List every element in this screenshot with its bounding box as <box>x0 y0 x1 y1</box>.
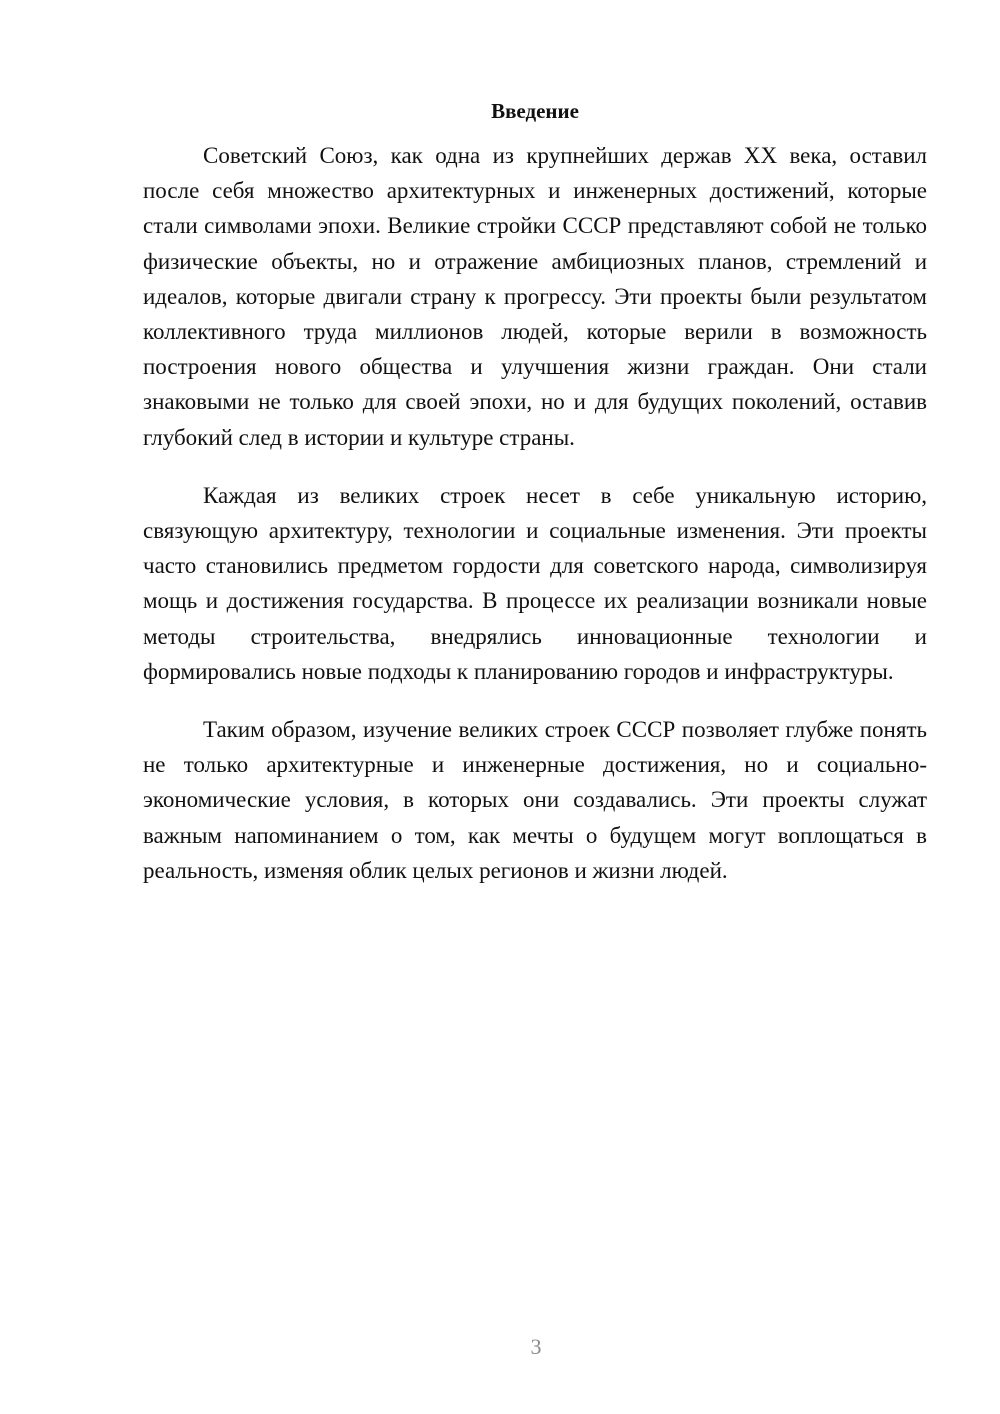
page-number: 3 <box>530 1334 542 1359</box>
page-content <box>143 95 927 911</box>
paragraph-2: Каждая из великих строек несет в себе уникальную историю, связующую архитектуру, технологии и социальные изменения. Эти проекты часто становились предметом гордости для советского народа, символизируя мощь и достижения государства. В процессе их реализации возникали новые методы строительства, внедрялись инновационные технологии и формировались новые подходы к планированию городов и инфраструктуры. <box>143 482 927 684</box>
paragraph-1: Советский Союз, как одна из крупнейших держав XX века, оставил после себя множество архитектурных и инженерных достижений, которые стали символами эпохи. Великие стройки СССР представляют собой не только физические объекты, но и отражение амбициозных планов, стремлений и идеалов, которые двигали страну к прогрессу. Эти проекты были результатом коллективного труда миллионов людей, которые верили в возможность построения нового общества и улучшения жизни граждан. Они стали знаковыми не только для своей эпохи, но и для будущих поколений, оставив глубокий след в истории и культуре страны. <box>143 143 927 450</box>
section-title: Введение <box>491 99 579 123</box>
paragraph-3: Таким образом, изучение великих строек СССР позволяет глубже понять не только архитектурные и инженерные достижения, но и социально-экономические условия, в которых они создавались. Эти проекты служат важным напоминанием о том, как мечты о будущем могут воплощаться в реальность, изменяя облик целых регионов и жизни людей. <box>143 717 927 883</box>
